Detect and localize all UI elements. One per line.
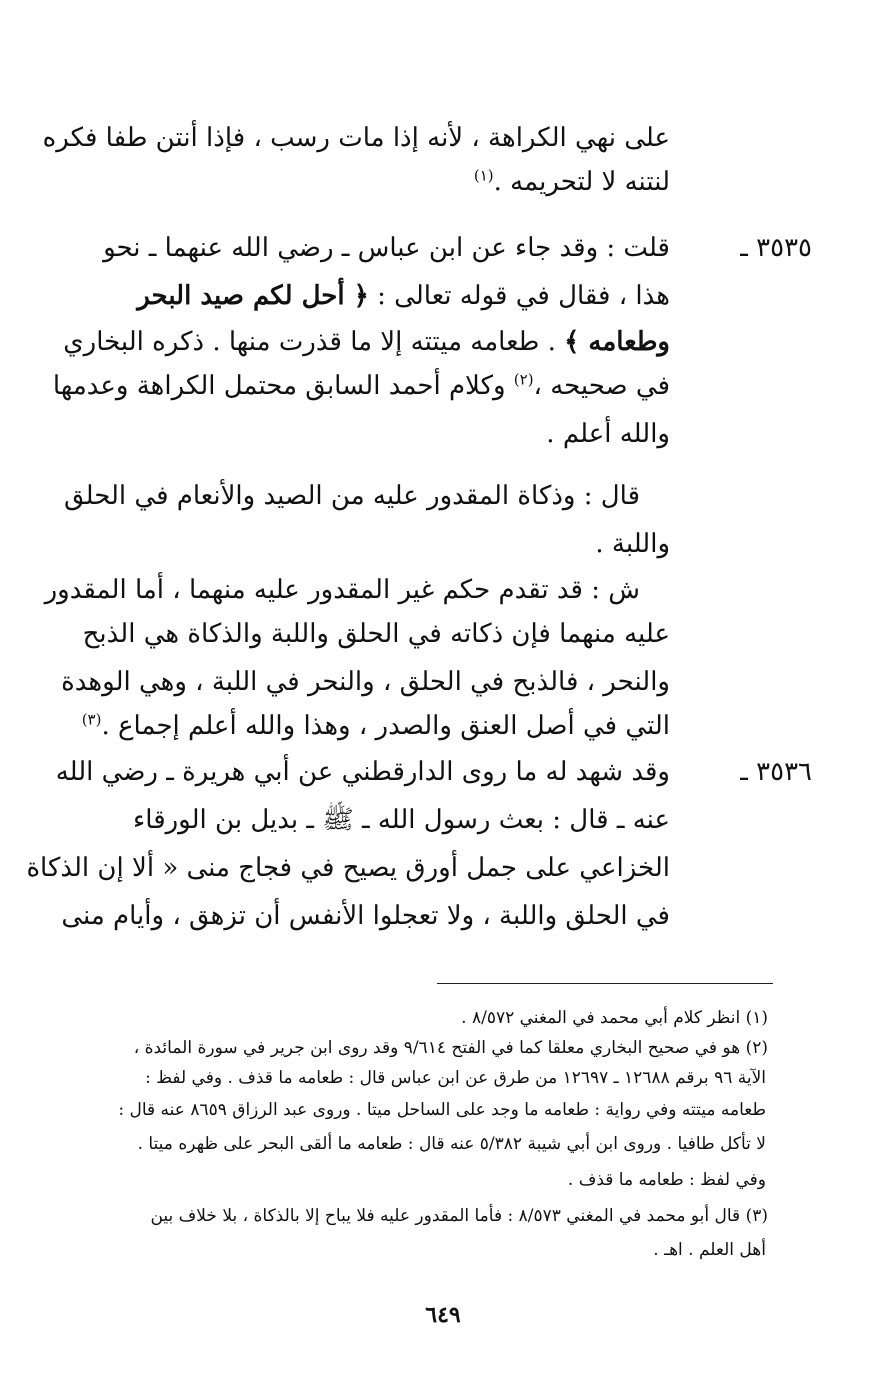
page-number: ٦٤٩: [425, 1302, 461, 1328]
text-run: والنحر ، فالذبح في الحلق ، والنحر في اللبة ، وهي الوهدة: [61, 667, 670, 697]
text-run: الخزاعي على جمل أورق يصيح في فجاج منى « ألا إن الذكاة: [26, 853, 670, 883]
body-line-13: [82, 706, 670, 746]
body-line-6: [53, 366, 670, 406]
body-line-16: [26, 848, 670, 888]
text-run: أهل العلم . اهـ .: [653, 1240, 766, 1260]
footnote-ref-1: (١): [473, 166, 494, 185]
text-run: طعامه ميتته وفي رواية : طعامه ما وجد على الساحل ميتا . وروى عبد الرزاق ٨٦٥٩ عنه قال :: [118, 1100, 766, 1120]
body-line-14: [56, 752, 670, 792]
text-run: . طعامه ميتته إلا ما قذرت منها . ذكره البخاري: [63, 327, 556, 357]
text-run: ش : قد تقدم حكم غير المقدور عليه منهما ، أما المقدور: [44, 575, 640, 605]
paragraph-number-3535: [740, 228, 812, 268]
footnote-2-line-2: [145, 1064, 766, 1092]
footnote-2-line-1: [134, 1034, 768, 1062]
text-run: واللبة .: [595, 529, 670, 559]
body-line-3: [103, 228, 670, 268]
text-run: في صحيحه ،: [533, 371, 670, 401]
body-line-2: [474, 162, 670, 202]
footnote-ref-2: (٢): [513, 370, 534, 389]
text-run: الآية ٩٦ برقم ١٢٦٨٨ ـ ١٢٦٩٧ من طرق عن ابن عباس قال : طعامه ما قذف . وفي لفظ :: [145, 1068, 766, 1088]
footnote-3-line-2: [653, 1236, 766, 1264]
text-run: قال : وذكاة المقدور عليه من الصيد والأنعام في الحلق: [63, 481, 640, 511]
text-run: لا تأكل طافيا . وروى ابن أبي شيبة ٥/٣٨٢ عنه قال : طعامه ما ألقى البحر على ظهره ميتا .: [137, 1134, 766, 1154]
text-run: وكلام أحمد السابق محتمل الكراهة وعدمها: [52, 371, 506, 401]
text-run: التي في أصل العنق والصدر ، وهذا والله أعلم إجماع .: [101, 711, 670, 741]
body-line-15: [133, 800, 670, 840]
footnote-2-line-3: [118, 1096, 766, 1124]
text-run: وفي لفظ : طعامه ما قذف .: [567, 1170, 766, 1190]
quran-quote: ﴿ أحل لكم صيد البحر: [137, 281, 369, 311]
body-line-4: [137, 276, 670, 316]
body-line-17: [61, 896, 670, 936]
footnote-2-line-4: [138, 1130, 766, 1158]
footnote-1: [461, 1004, 768, 1032]
text-run: قلت : وقد جاء عن ابن عباس ـ رضي الله عنهما ـ نحو: [103, 233, 670, 263]
footnote-divider: [437, 983, 773, 984]
text-run: عنه ـ قال : بعث رسول الله ـ ﷺ ـ بديل بن الورقاء: [133, 805, 670, 835]
text-run: وقد شهد له ما روى الدارقطني عن أبي هريرة ـ رضي الله: [55, 757, 670, 787]
body-line-5: [63, 322, 670, 362]
body-line-10: [45, 570, 640, 610]
body-line-1: [43, 118, 670, 158]
body-line-9: [595, 524, 670, 564]
text-run: ٣٥٣٦ ـ: [740, 757, 812, 787]
text-run: (٢) هو في صحيح البخاري معلقا كما في الفتح ٩/٦١٤ وقد روى ابن جرير في سورة المائدة ،: [133, 1038, 768, 1058]
text-run: (٣) قال أبو محمد في المغني ٨/٥٧٣ : فأما المقدور عليه فلا يباح إلا بالذكاة ، بلا خلاف بين: [150, 1206, 768, 1226]
text-run: على نهي الكراهة ، لأنه إذا مات رسب ، فإذا أنتن طفا فكره: [42, 123, 670, 153]
text-run: هذا ، فقال في قوله تعالى :: [377, 281, 670, 311]
paragraph-number-3536: [740, 752, 812, 792]
text-run: في الحلق واللبة ، ولا تعجلوا الأنفس أن تزهق ، وأيام منى: [61, 901, 670, 931]
footnote-3-line-1: [150, 1202, 768, 1230]
text-run: (١) انظر كلام أبي محمد في المغني ٨/٥٧٢ .: [461, 1008, 768, 1028]
body-line-7: [546, 414, 670, 454]
body-line-11: [83, 614, 670, 654]
body-line-12: [61, 662, 670, 702]
footnote-2-line-5: [568, 1166, 766, 1194]
text-run: عليه منهما فإن ذكاته في الحلق واللبة والذكاة هي الذبح: [82, 619, 670, 649]
body-line-8: [64, 476, 640, 516]
text-run: لنتنه لا لتحريمه .: [493, 167, 670, 197]
text-run: والله أعلم .: [546, 419, 670, 449]
text-run: ٣٥٣٥ ـ: [740, 233, 812, 263]
footnote-ref-3: (٣): [81, 710, 102, 729]
quran-quote-end: وطعامه ﴾: [564, 327, 670, 357]
